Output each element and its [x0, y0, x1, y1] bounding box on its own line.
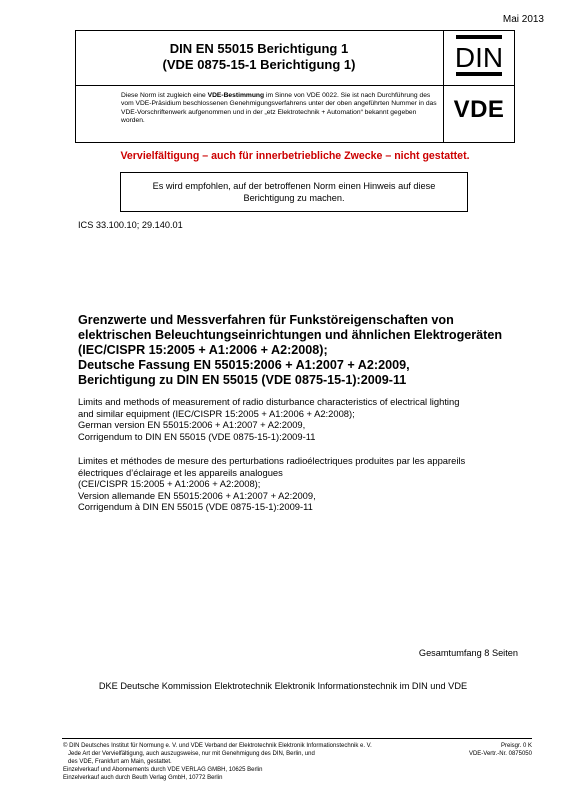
vde-notice-rest: im Sinne von VDE 0022. Sie ist nach Durchführung des vom VDE-Präsidium beschlossenen Genehmigungsverfahrens unter der oben angeführten Nummer in das VDE-Vorschriftenwerk aufgenommen und in der „etz Elektrotechnik + Automation“ bekannt gegeben worden.: [121, 92, 437, 124]
title-german-line: elektrischen Beleuchtungseinrichtungen und ähnlichen Elektrogeräten: [78, 328, 503, 342]
document-title-line1: DIN EN 55015 Berichtigung 1: [169, 41, 349, 56]
din-logo-icon: [443, 30, 515, 86]
document-title-line2: (VDE 0875-15-1 Berichtigung 1): [162, 57, 356, 72]
footer-line: Einzelverkauf und Abonnements durch VDE VERLAG GMBH, 10625 Berlin: [63, 767, 263, 773]
total-pages: Gesamtumfang 8 Seiten: [418, 648, 518, 658]
ics-code: ICS 33.100.10; 29.140.01: [78, 220, 183, 230]
title-english-line: Corrigendum to DIN EN 55015 (VDE 0875-15-1):2009-11: [78, 430, 316, 442]
vde-notice: [75, 85, 444, 143]
din-logo-text: DIN: [454, 42, 504, 73]
document-title: [75, 30, 444, 86]
footer-line: Jede Art der Vervielfältigung, auch auszugsweise, nur mit Genehmigung des DIN, Berlin, und: [63, 751, 315, 757]
recommendation-line2: Berichtigung zu machen.: [243, 193, 345, 203]
title-german: [78, 313, 523, 388]
footer-line: Einzelverkauf auch durch Beuth Verlag GmbH, 10772 Berlin: [63, 775, 223, 781]
copy-warning: Vervielfältigung – auch für innerbetriebliche Zwecke – nicht gestattet.: [120, 150, 470, 162]
publication-date: Mai 2013: [502, 14, 544, 25]
vde-notice-prefix: Diese Norm ist zugleich eine: [121, 92, 208, 99]
vde-logo: VDE: [453, 96, 505, 123]
title-french-line: électriques d’éclairage et les appareils analogues: [78, 466, 283, 478]
title-english-line: Limits and methods of measurement of radio disturbance characteristics of electrical lighting: [78, 396, 460, 407]
footer-divider: [62, 738, 532, 739]
title-french-line: Limites et méthodes de mesure des perturbations radioélectriques produites par les appareils: [78, 455, 466, 466]
title-german-line: Berichtigung zu DIN EN 55015 (VDE 0875-15-1):2009-11: [78, 373, 407, 387]
title-french-line: Version allemande EN 55015:2006 + A1:2007 + A2:2009,: [78, 489, 316, 501]
title-french: [78, 455, 523, 513]
vde-notice-bold: VDE-Bestimmung: [207, 92, 265, 99]
title-french-line: Corrigendum à DIN EN 55015 (VDE 0875-15-1):2009-11: [78, 501, 313, 512]
footer-line: © DIN Deutsches Institut für Normung e. V. und VDE Verband der Elektrotechnik Elektronik Informationstechnik e. V.: [63, 743, 372, 749]
recommendation-line1: Es wird empfohlen, auf der betroffenen Norm einen Hinweis auf diese: [152, 181, 436, 191]
footer-order-info: [469, 742, 532, 758]
din-logo: [443, 30, 515, 86]
title-english-line: German version EN 55015:2006 + A1:2007 + A2:2009,: [78, 419, 306, 430]
dke-line: DKE Deutsche Kommission Elektrotechnik Elektronik Informationstechnik im DIN und VDE: [98, 681, 468, 691]
footer-copyright: [63, 742, 423, 782]
title-german-line: Grenzwerte und Messverfahren für Funkstöreigenschaften von: [78, 313, 454, 327]
footer-line: des VDE, Frankfurt am Main, gestattet.: [63, 759, 172, 765]
title-french-line: (CEI/CISPR 15:2005 + A1:2006 + A2:2008);: [78, 478, 261, 489]
order-number: VDE-Vertr.-Nr. 0875050: [468, 751, 532, 757]
title-english: [78, 396, 523, 442]
price-group: Preisgr. 0 K: [500, 743, 532, 749]
title-german-line: (IEC/CISPR 15:2005 + A1:2006 + A2:2008);: [78, 343, 328, 357]
title-german-line: Deutsche Fassung EN 55015:2006 + A1:2007 + A2:2009,: [78, 358, 410, 372]
title-english-line: and similar equipment (IEC/CISPR 15:2005 + A1:2006 + A2:2008);: [78, 407, 355, 419]
recommendation-box: [120, 172, 468, 212]
